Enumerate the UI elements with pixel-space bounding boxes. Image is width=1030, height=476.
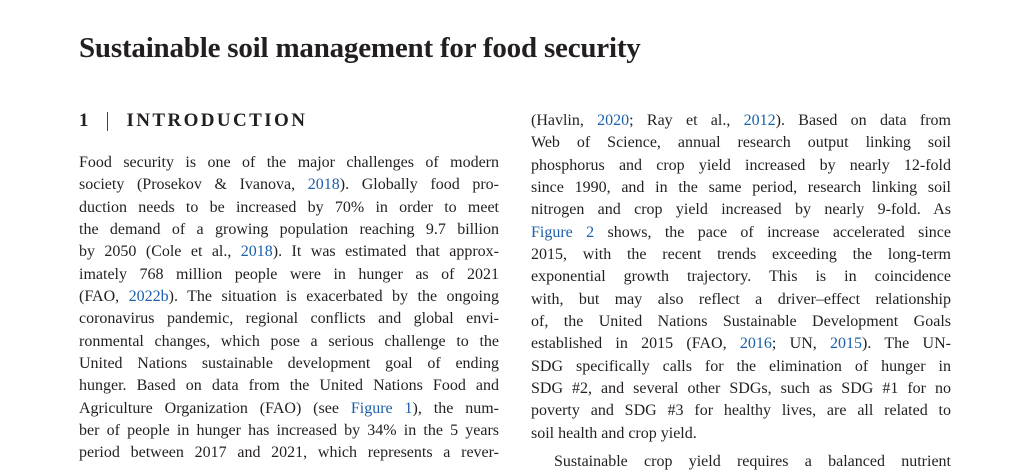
text-run: coronavirus pandemic, regional conflicts and global envi- [79, 310, 499, 328]
text-line [531, 222, 951, 244]
section-number: 1 [79, 110, 89, 131]
text-line [531, 199, 951, 221]
section-heading [79, 109, 307, 133]
text-run: exponential growth trajectory. This is in coincidence [531, 268, 951, 286]
text-run: Food security is one of the major challenges of modern [79, 154, 499, 171]
text-line [79, 353, 499, 375]
text-run: ), the num- [412, 399, 499, 417]
text-run: shows, the pace of increase accelerated since [594, 223, 951, 241]
text-line [79, 197, 499, 219]
text-run: ). Based on data from [775, 112, 952, 129]
text-run: ). The situation is exacerbated by the ongoing [168, 287, 499, 305]
text-line [79, 442, 499, 464]
text-run: the demand of a growing population reaching 9.7 billion [79, 220, 499, 238]
text-line [79, 219, 499, 241]
text-run: period between 2017 and 2021, which represents a rever- [79, 444, 499, 462]
text-line [79, 174, 499, 196]
text-line [79, 398, 499, 420]
text-run: since 1990, and in the same period, research linking soil [531, 178, 951, 196]
reference-link[interactable]: 2022b [128, 287, 169, 305]
text-run: poverty and SDG #3 for healthy lives, are all related to [531, 402, 951, 420]
text-run: ). It was estimated that approx- [272, 243, 500, 261]
text-line [531, 378, 951, 400]
reference-link[interactable]: 2018 [240, 243, 273, 261]
text-line [79, 420, 499, 442]
reference-link[interactable]: Figure 2 [531, 223, 595, 241]
section-divider [107, 112, 108, 131]
text-run: phosphorus and crop yield increased by nearly 12-fold [531, 156, 951, 174]
text-line [79, 331, 499, 353]
text-line [531, 177, 951, 199]
text-line [531, 266, 951, 288]
text-run: imately 768 million people were in hunger as of 2021 [79, 265, 499, 283]
text-line [79, 152, 499, 174]
text-run: 2015, with the recent trends exceeding the long-term [531, 245, 951, 263]
text-run: society (Prosekov & Ivanova, [79, 176, 308, 194]
text-line [531, 132, 951, 154]
text-line [79, 286, 499, 308]
text-run: (FAO, [79, 287, 129, 305]
text-run: soil health and crop yield. [531, 424, 697, 442]
text-line [79, 308, 499, 330]
text-run: by 2050 (Cole et al., [79, 243, 241, 261]
text-line [531, 311, 951, 333]
text-line [531, 333, 951, 355]
reference-link[interactable]: 2018 [307, 176, 340, 194]
text-run: Agriculture Organization (FAO) (see [79, 399, 351, 417]
text-run: ; UN, [771, 335, 831, 353]
text-run: United Nations sustainable development goal of ending [79, 354, 499, 372]
reference-link[interactable]: Figure 1 [350, 399, 413, 417]
text-run: ber of people in hunger has increased by 34% in the 5 years [79, 421, 499, 439]
text-line [531, 155, 951, 177]
text-run: duction needs to be increased by 70% in order to meet [79, 198, 499, 216]
reference-link[interactable]: 2012 [743, 112, 776, 129]
text-line [79, 264, 499, 286]
text-run: nitrogen and crop yield increased by nearly 9-fold. As [531, 201, 951, 219]
text-run: ; Ray et al., [629, 112, 744, 129]
text-line [531, 423, 951, 445]
text-run: established in 2015 (FAO, [531, 335, 740, 353]
text-run: ronmental changes, which pose a serious challenge to the [79, 332, 499, 350]
text-run: Sustainable crop yield requires a balanced nutrient [554, 452, 951, 470]
text-line [79, 241, 499, 263]
text-line [531, 356, 951, 378]
text-run: Web of Science, annual research output linking soil [531, 134, 951, 152]
text-line [554, 451, 951, 473]
text-run: of, the United Nations Sustainable Development Goals [531, 312, 951, 330]
text-run: ). The UN- [862, 335, 951, 353]
reference-link[interactable]: 2015 [830, 335, 863, 353]
article-title: Sustainable soil management for food security [79, 32, 641, 64]
text-line [531, 244, 951, 266]
text-run: with, but may also reflect a driver–effect relationship [531, 290, 951, 308]
text-line [531, 400, 951, 422]
text-run: SDG specifically calls for the elimination of hunger in [531, 357, 951, 375]
text-run: (Havlin, [531, 112, 598, 129]
section-title: INTRODUCTION [126, 110, 308, 131]
text-line [531, 110, 951, 132]
text-line [79, 375, 499, 397]
text-run: hunger. Based on data from the United Nations Food and [79, 377, 499, 395]
reference-link[interactable]: 2020 [597, 112, 630, 129]
text-line [531, 289, 951, 311]
reference-link[interactable]: 2016 [739, 335, 772, 353]
text-run: SDG #2, and several other SDGs, such as SDG #1 for no [531, 379, 951, 397]
text-run: ). Globally food pro- [339, 176, 499, 194]
